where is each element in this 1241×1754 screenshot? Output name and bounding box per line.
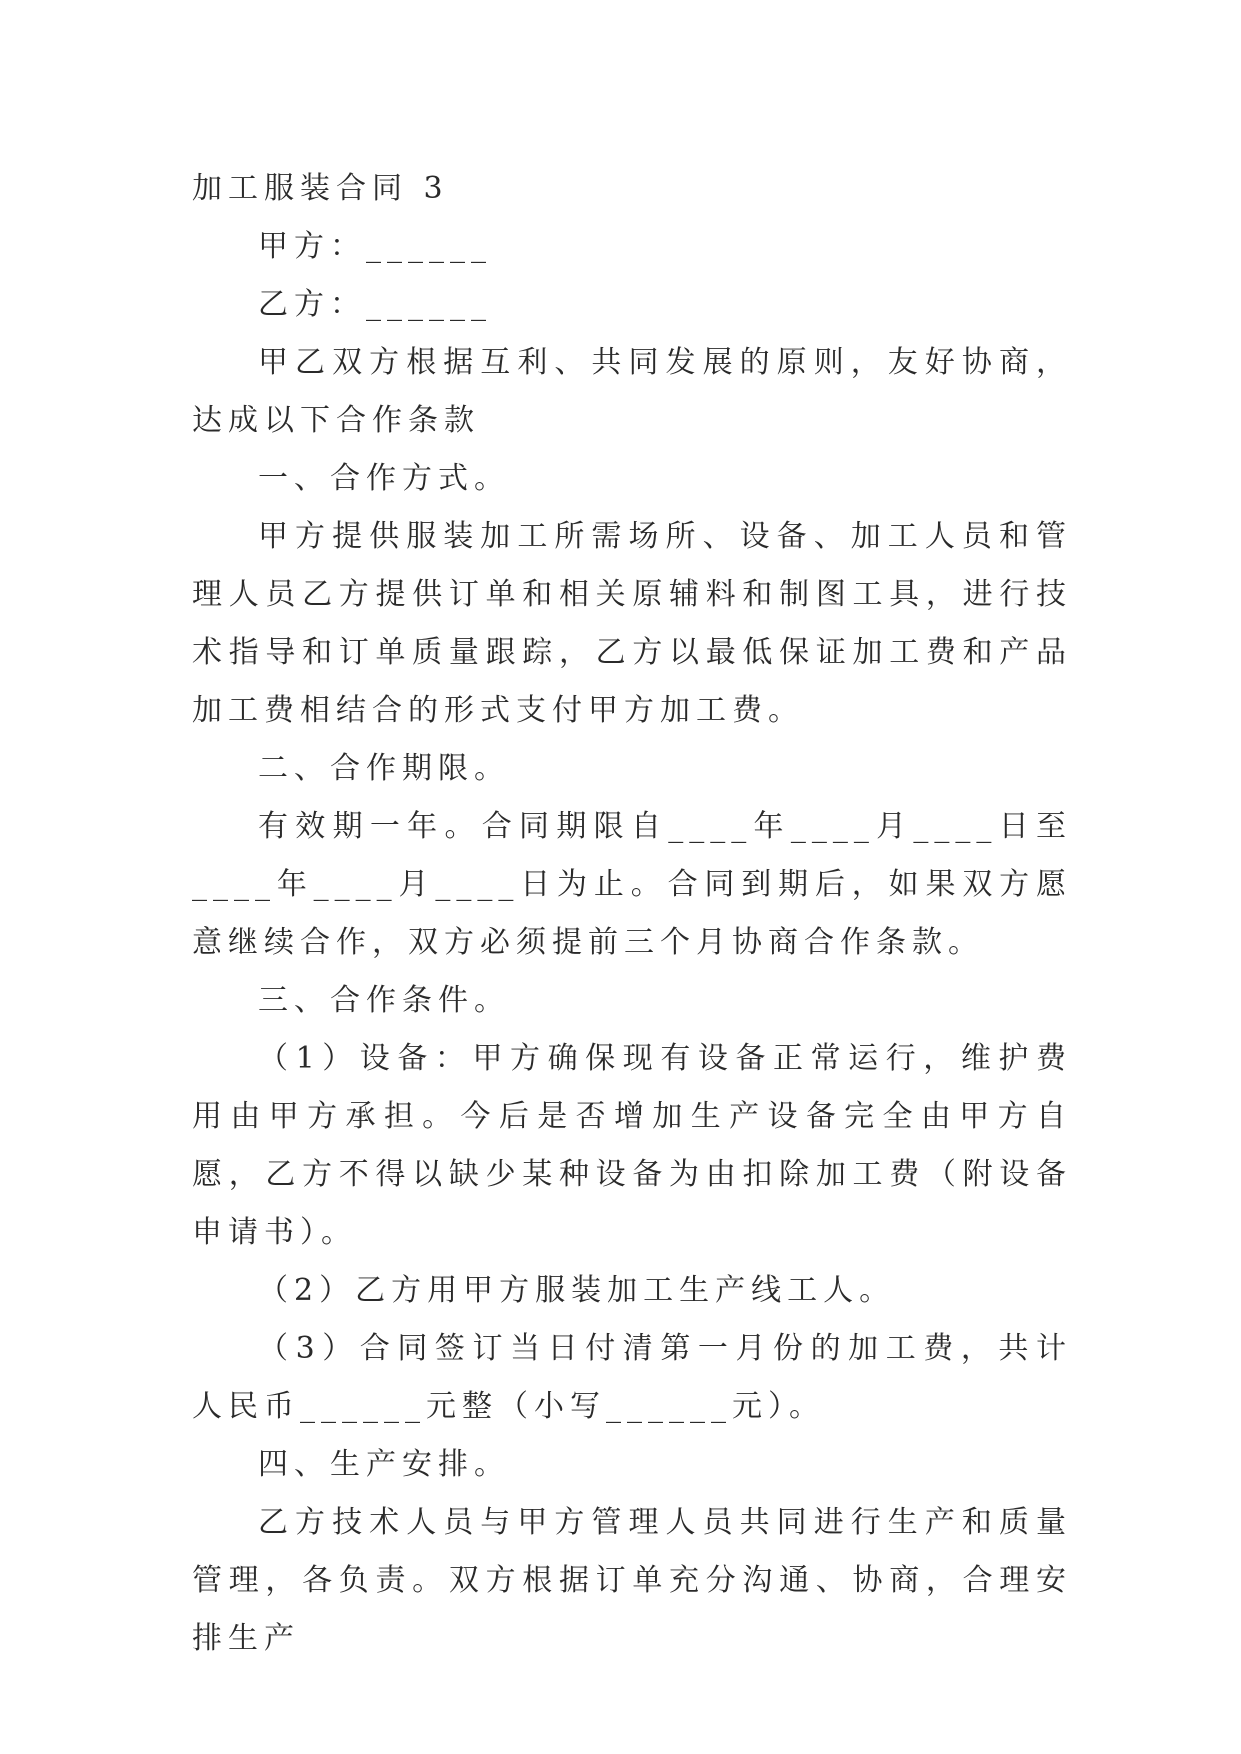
condition-item-1: （1）设备：甲方确保现有设备正常运行，维护费用由甲方承担。今后是否增加生产设备完全由甲方自愿，乙方不得以缺少某种设备为由扣除加工费（附设备申请书）。 xyxy=(192,1041,1072,1250)
cooperation-term-paragraph: 有效期一年。合同期限自____年____月____日至____年____月____日为止。合同到期后，如果双方愿意继续合作，双方必须提前三个月协商合作条款。 xyxy=(192,809,1072,960)
cooperation-mode-paragraph: 甲方提供服装加工所需场所、设备、加工人员和管理人员乙方提供订单和相关原辅料和制图工具，进行技术指导和订单质量跟踪，乙方以最低保证加工费和产品加工费相结合的形式支付甲方加工费。 xyxy=(192,519,1072,728)
section-heading-cooperation-mode: 一、合作方式。 xyxy=(258,461,510,496)
section-heading-cooperation-term: 二、合作期限。 xyxy=(258,751,510,786)
section-heading-cooperation-conditions: 三、合作条件。 xyxy=(258,983,510,1018)
preamble-paragraph: 甲乙双方根据互利、共同发展的原则，友好协商，达成以下合作条款 xyxy=(192,345,1072,438)
document-body xyxy=(192,160,1072,1668)
document-title: 加工服装合同 3 xyxy=(192,171,449,206)
party-b-line: 乙方：______ xyxy=(258,287,492,322)
condition-item-3: （3）合同签订当日付清第一月份的加工费，共计人民币______元整（小写______元）。 xyxy=(192,1331,1072,1424)
party-a-line: 甲方：______ xyxy=(258,229,492,264)
section-heading-production-arrangement: 四、生产安排。 xyxy=(258,1447,510,1482)
condition-item-2: （2）乙方用甲方服装加工生产线工人。 xyxy=(258,1273,896,1308)
production-arrangement-paragraph: 乙方技术人员与甲方管理人员共同进行生产和质量管理，各负责。双方根据订单充分沟通、协商，合理安排生产 xyxy=(192,1505,1072,1656)
